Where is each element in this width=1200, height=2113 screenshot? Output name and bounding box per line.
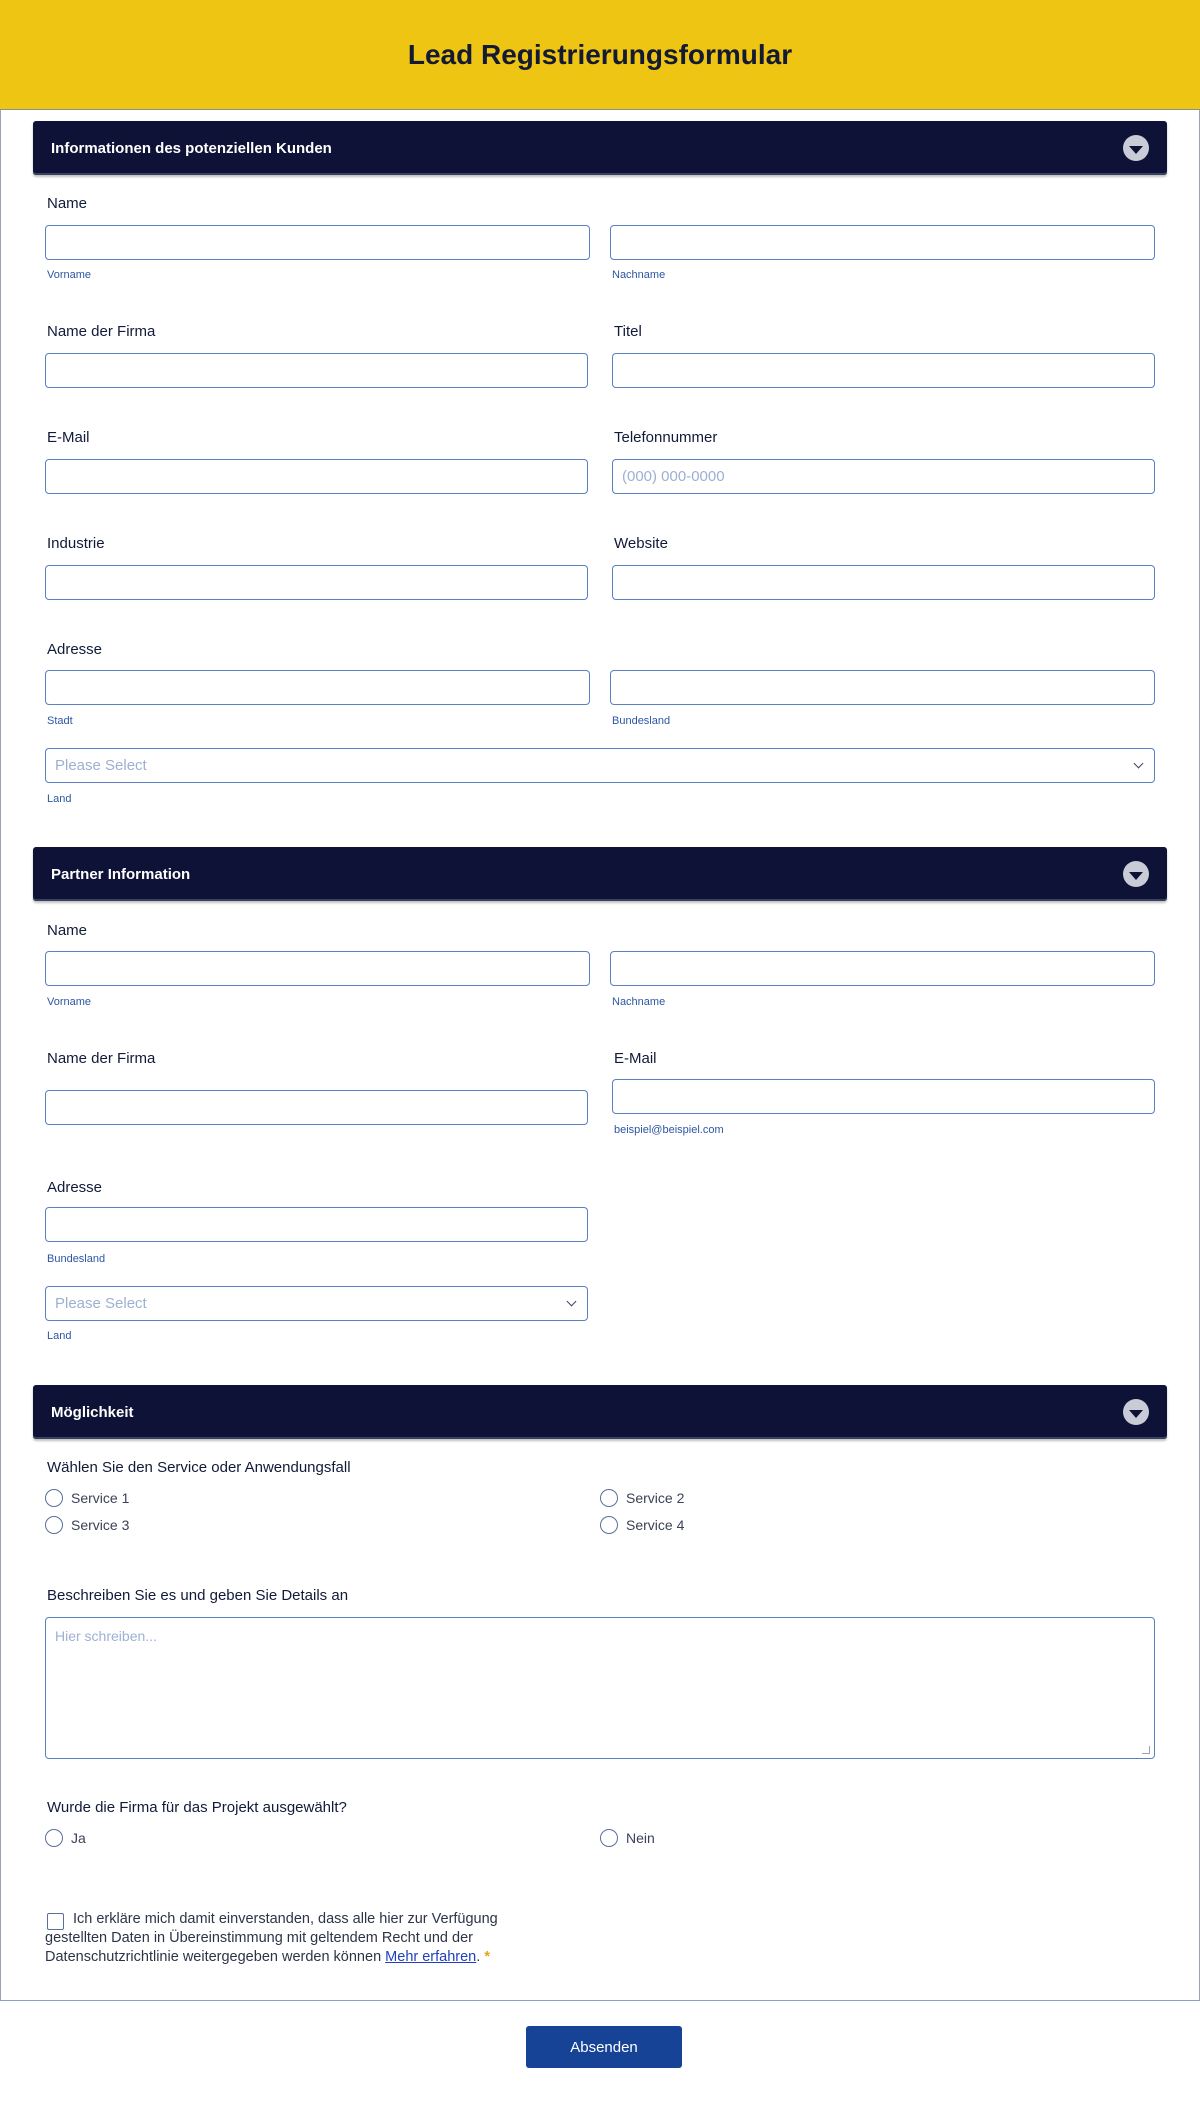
no-radio[interactable] [600,1829,618,1847]
phone-input[interactable]: (000) 000-0000 [612,459,1155,494]
chevron-down-icon [1134,759,1144,769]
details-label: Beschreiben Sie es und geben Sie Details an [47,1587,349,1604]
partner-state-sublabel: Bundesland [47,1253,106,1265]
resize-handle-icon[interactable] [1142,1746,1150,1754]
service-label: Wählen Sie den Service oder Anwendungsfall [47,1459,351,1476]
job-title-label: Titel [614,323,642,340]
section-title: Möglichkeit [51,1403,134,1421]
first-name-sublabel: Vorname [47,269,92,281]
service-1-radio[interactable] [45,1489,63,1507]
form-header [0,0,1200,110]
partner-company-input[interactable] [45,1090,588,1125]
state-input[interactable] [610,670,1155,705]
consent-text [45,1910,515,1967]
service-2-radio[interactable] [600,1489,618,1507]
last-name-input[interactable] [610,225,1155,260]
no-label: Nein [626,1830,655,1846]
section-header-lead[interactable] [33,121,1167,175]
first-name-input[interactable] [45,225,590,260]
job-title-input[interactable] [612,353,1155,388]
company-selected-label: Wurde die Firma für das Projekt ausgewählt? [47,1799,347,1816]
section-title: Partner Information [51,865,191,883]
partner-email-label: E-Mail [614,1050,657,1067]
city-input[interactable] [45,670,590,705]
consent-statement: Ich erkläre mich damit einverstanden, dass alle hier zur Verfügung gestellten Daten in Übereinstimmung mit geltendem Recht und der Datenschutzrichtlinie weitergegeben werden können [45,1911,498,1965]
industry-label: Industrie [47,535,105,552]
service-4-radio[interactable] [600,1516,618,1534]
email-label: E-Mail [47,429,90,446]
collapse-chevron-icon[interactable] [1123,1399,1149,1425]
website-input[interactable] [612,565,1155,600]
section-header-opportunity[interactable] [33,1385,1167,1439]
partner-last-name-input[interactable] [610,951,1155,986]
required-asterisk: * [484,1949,490,1965]
partner-country-sublabel: Land [47,1330,72,1342]
partner-company-label: Name der Firma [47,1050,156,1067]
details-placeholder: Hier schreiben... [55,1628,157,1644]
partner-address-label: Adresse [47,1179,103,1196]
collapse-chevron-icon[interactable] [1123,861,1149,887]
consent-period: . [476,1949,481,1965]
service-3-label: Service 3 [71,1517,130,1533]
partner-first-name-input[interactable] [45,951,590,986]
partner-email-sublabel: beispiel@beispiel.com [614,1124,724,1136]
form-title: Lead Registrierungsformular [407,38,793,70]
learn-more-link[interactable]: Mehr erfahren [385,1949,477,1965]
yes-label: Ja [71,1830,86,1846]
yes-radio[interactable] [45,1829,63,1847]
name-label: Name [47,195,88,212]
address-label: Adresse [47,641,103,658]
last-name-sublabel: Nachname [612,269,666,281]
submit-button[interactable]: Absenden [526,2026,682,2068]
frame-border-left [0,110,1,2000]
service-2-label: Service 2 [626,1490,685,1506]
details-textarea[interactable] [45,1617,1155,1759]
partner-last-name-sublabel: Nachname [612,996,666,1008]
service-1-label: Service 1 [71,1490,130,1506]
city-sublabel: Stadt [47,715,73,727]
partner-first-name-sublabel: Vorname [47,996,92,1008]
website-label: Website [614,535,668,552]
section-header-partner[interactable] [33,847,1167,901]
footer-divider [0,2000,1200,2001]
chevron-down-icon [567,1297,577,1307]
partner-country-select-value: Please Select [55,1295,147,1312]
company-label: Name der Firma [47,323,156,340]
service-4-label: Service 4 [626,1517,685,1533]
country-sublabel: Land [47,793,72,805]
state-sublabel: Bundesland [612,715,671,727]
collapse-chevron-icon[interactable] [1123,135,1149,161]
section-title: Informationen des potenziellen Kunden [51,139,332,157]
email-input[interactable] [45,459,588,494]
partner-name-label: Name [47,922,88,939]
partner-email-input[interactable] [612,1079,1155,1114]
phone-label: Telefonnummer [614,429,718,446]
service-3-radio[interactable] [45,1516,63,1534]
partner-country-select[interactable] [45,1286,588,1321]
industry-input[interactable] [45,565,588,600]
partner-state-input[interactable] [45,1207,588,1242]
company-input[interactable] [45,353,588,388]
country-select-value: Please Select [55,757,147,774]
country-select[interactable] [45,748,1155,783]
